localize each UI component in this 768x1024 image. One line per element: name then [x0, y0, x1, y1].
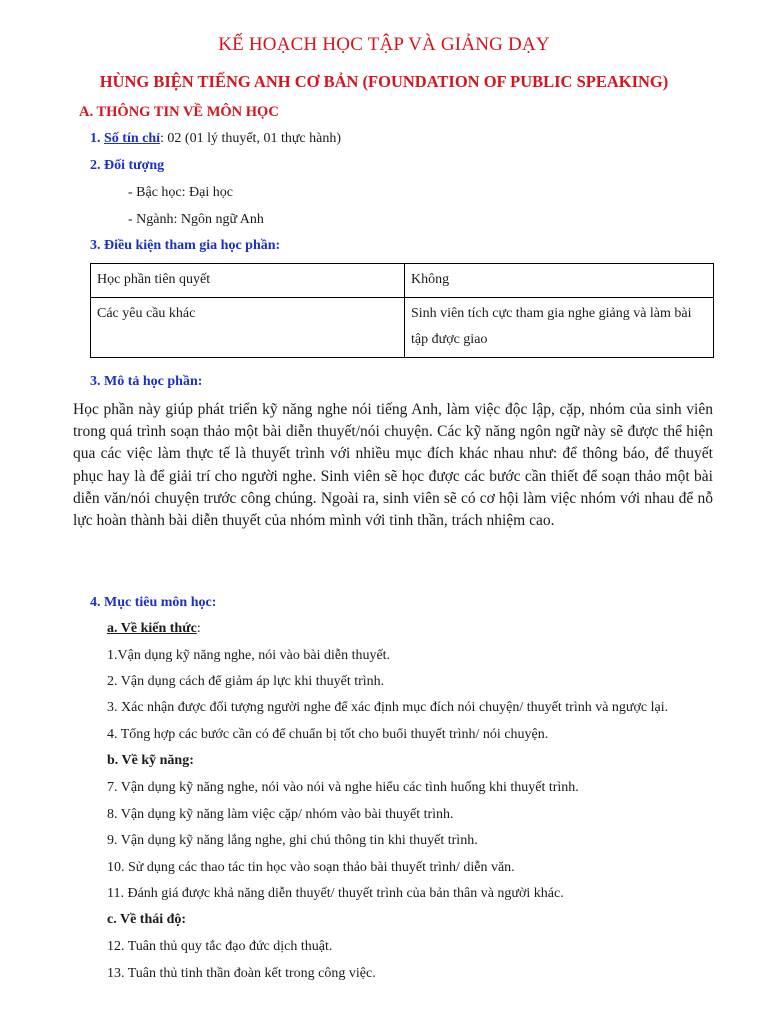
document-title: KẾ HOẠCH HỌC TẬP VÀ GIẢNG DẠY	[218, 34, 550, 55]
list-item: 11. Đánh giá được khả năng diễn thuyết/ thuyết trình của bản thân và người khác.	[107, 886, 564, 901]
course-title: HÙNG BIỆN TIẾNG ANH CƠ BẢN (FOUNDATION OF PUBLIC SPEAKING)	[99, 72, 669, 91]
attitude-heading: c. Về thái độ:	[107, 912, 187, 927]
table-row	[91, 264, 714, 298]
list-item: 3. Xác nhận được đối tượng người nghe để xác định mục đích nói chuyện/ thuyết trình và ngược lại.	[107, 700, 669, 715]
table-row	[91, 298, 714, 358]
table-cell: Sinh viên tích cực tham gia nghe giảng và làm bài tập được giao	[405, 298, 714, 358]
table-cell: Các yêu cầu khác	[91, 298, 405, 358]
audience-level: - Bậc học: Đại học	[128, 185, 233, 200]
credits-label: Số tín chỉ	[104, 131, 161, 146]
list-item: 4. Tổng hợp các bước cần có để chuẩn bị tốt cho buổi thuyết trình/ nói chuyện.	[107, 727, 549, 742]
credits-value: : 02 (01 lý thuyết, 01 thực hành)	[160, 131, 342, 146]
list-item: 9. Vận dụng kỹ năng lắng nghe, ghi chú thông tin khi thuyết trình.	[107, 833, 478, 848]
table-cell: Không	[405, 264, 714, 298]
description-paragraph: Học phần này giúp phát triển kỹ năng nghe nói tiếng Anh, làm việc độc lập, cặp, nhóm của sinh viên trong quá trình soạn thảo một bài diễn thuyết/nói chuyện. Các kỹ năng ngôn ngữ này sẽ được thể hiện qua các việc làm thực tế là thuyết trình với nhiều mục đích khác nhau như: để thông báo, để thuyết phục hay là để giải trí cho người nghe. Sinh viên sẽ học được các bước cần thiết để soạn thảo một bài diễn văn/nói chuyện trước công chúng. Ngoài ra, sinh viên sẽ có cơ hội làm việc nhóm với nhau để nỗ lực hoàn thành bài diễn thuyết của nhóm mình với tinh thần, trách nhiệm cao.	[73, 401, 713, 530]
list-item: 1.Vận dụng kỹ năng nghe, nói vào bài diễn thuyết.	[107, 648, 391, 663]
objectives-heading: 4. Mục tiêu môn học:	[90, 595, 217, 610]
list-item: 12. Tuân thủ quy tắc đạo đức dịch thuật.	[107, 939, 333, 954]
list-item: 7. Vận dụng kỹ năng nghe, nói vào nói và nghe hiểu các tình huống khi thuyết trình.	[107, 780, 579, 795]
conditions-heading: 3. Điều kiện tham gia học phần:	[90, 238, 281, 253]
credits-line	[90, 131, 341, 147]
skills-heading: b. Về kỹ năng:	[107, 753, 194, 768]
knowledge-heading: a. Về kiến thức	[107, 621, 197, 636]
list-item: 13. Tuân thủ tinh thần đoàn kết trong công việc.	[107, 966, 376, 981]
table-cell: Học phần tiên quyết	[91, 264, 405, 298]
knowledge-heading-line	[107, 621, 201, 637]
list-item: 8. Vận dụng kỹ năng làm việc cặp/ nhóm vào bài thuyết trình.	[107, 807, 454, 822]
section-a-heading: A. THÔNG TIN VỀ MÔN HỌC	[79, 104, 279, 120]
knowledge-heading-colon: :	[196, 621, 201, 636]
conditions-table	[90, 263, 714, 358]
list-item: 2. Vận dụng cách để giảm áp lực khi thuyết trình.	[107, 674, 385, 689]
audience-major: - Ngành: Ngôn ngữ Anh	[128, 212, 264, 227]
description-heading: 3. Mô tả học phần:	[90, 374, 203, 389]
audience-heading: 2. Đối tượng	[90, 158, 165, 173]
credits-number: 1.	[90, 131, 104, 146]
list-item: 10. Sử dụng các thao tác tin học vào soạn thảo bài thuyết trình/ diễn văn.	[107, 860, 515, 875]
